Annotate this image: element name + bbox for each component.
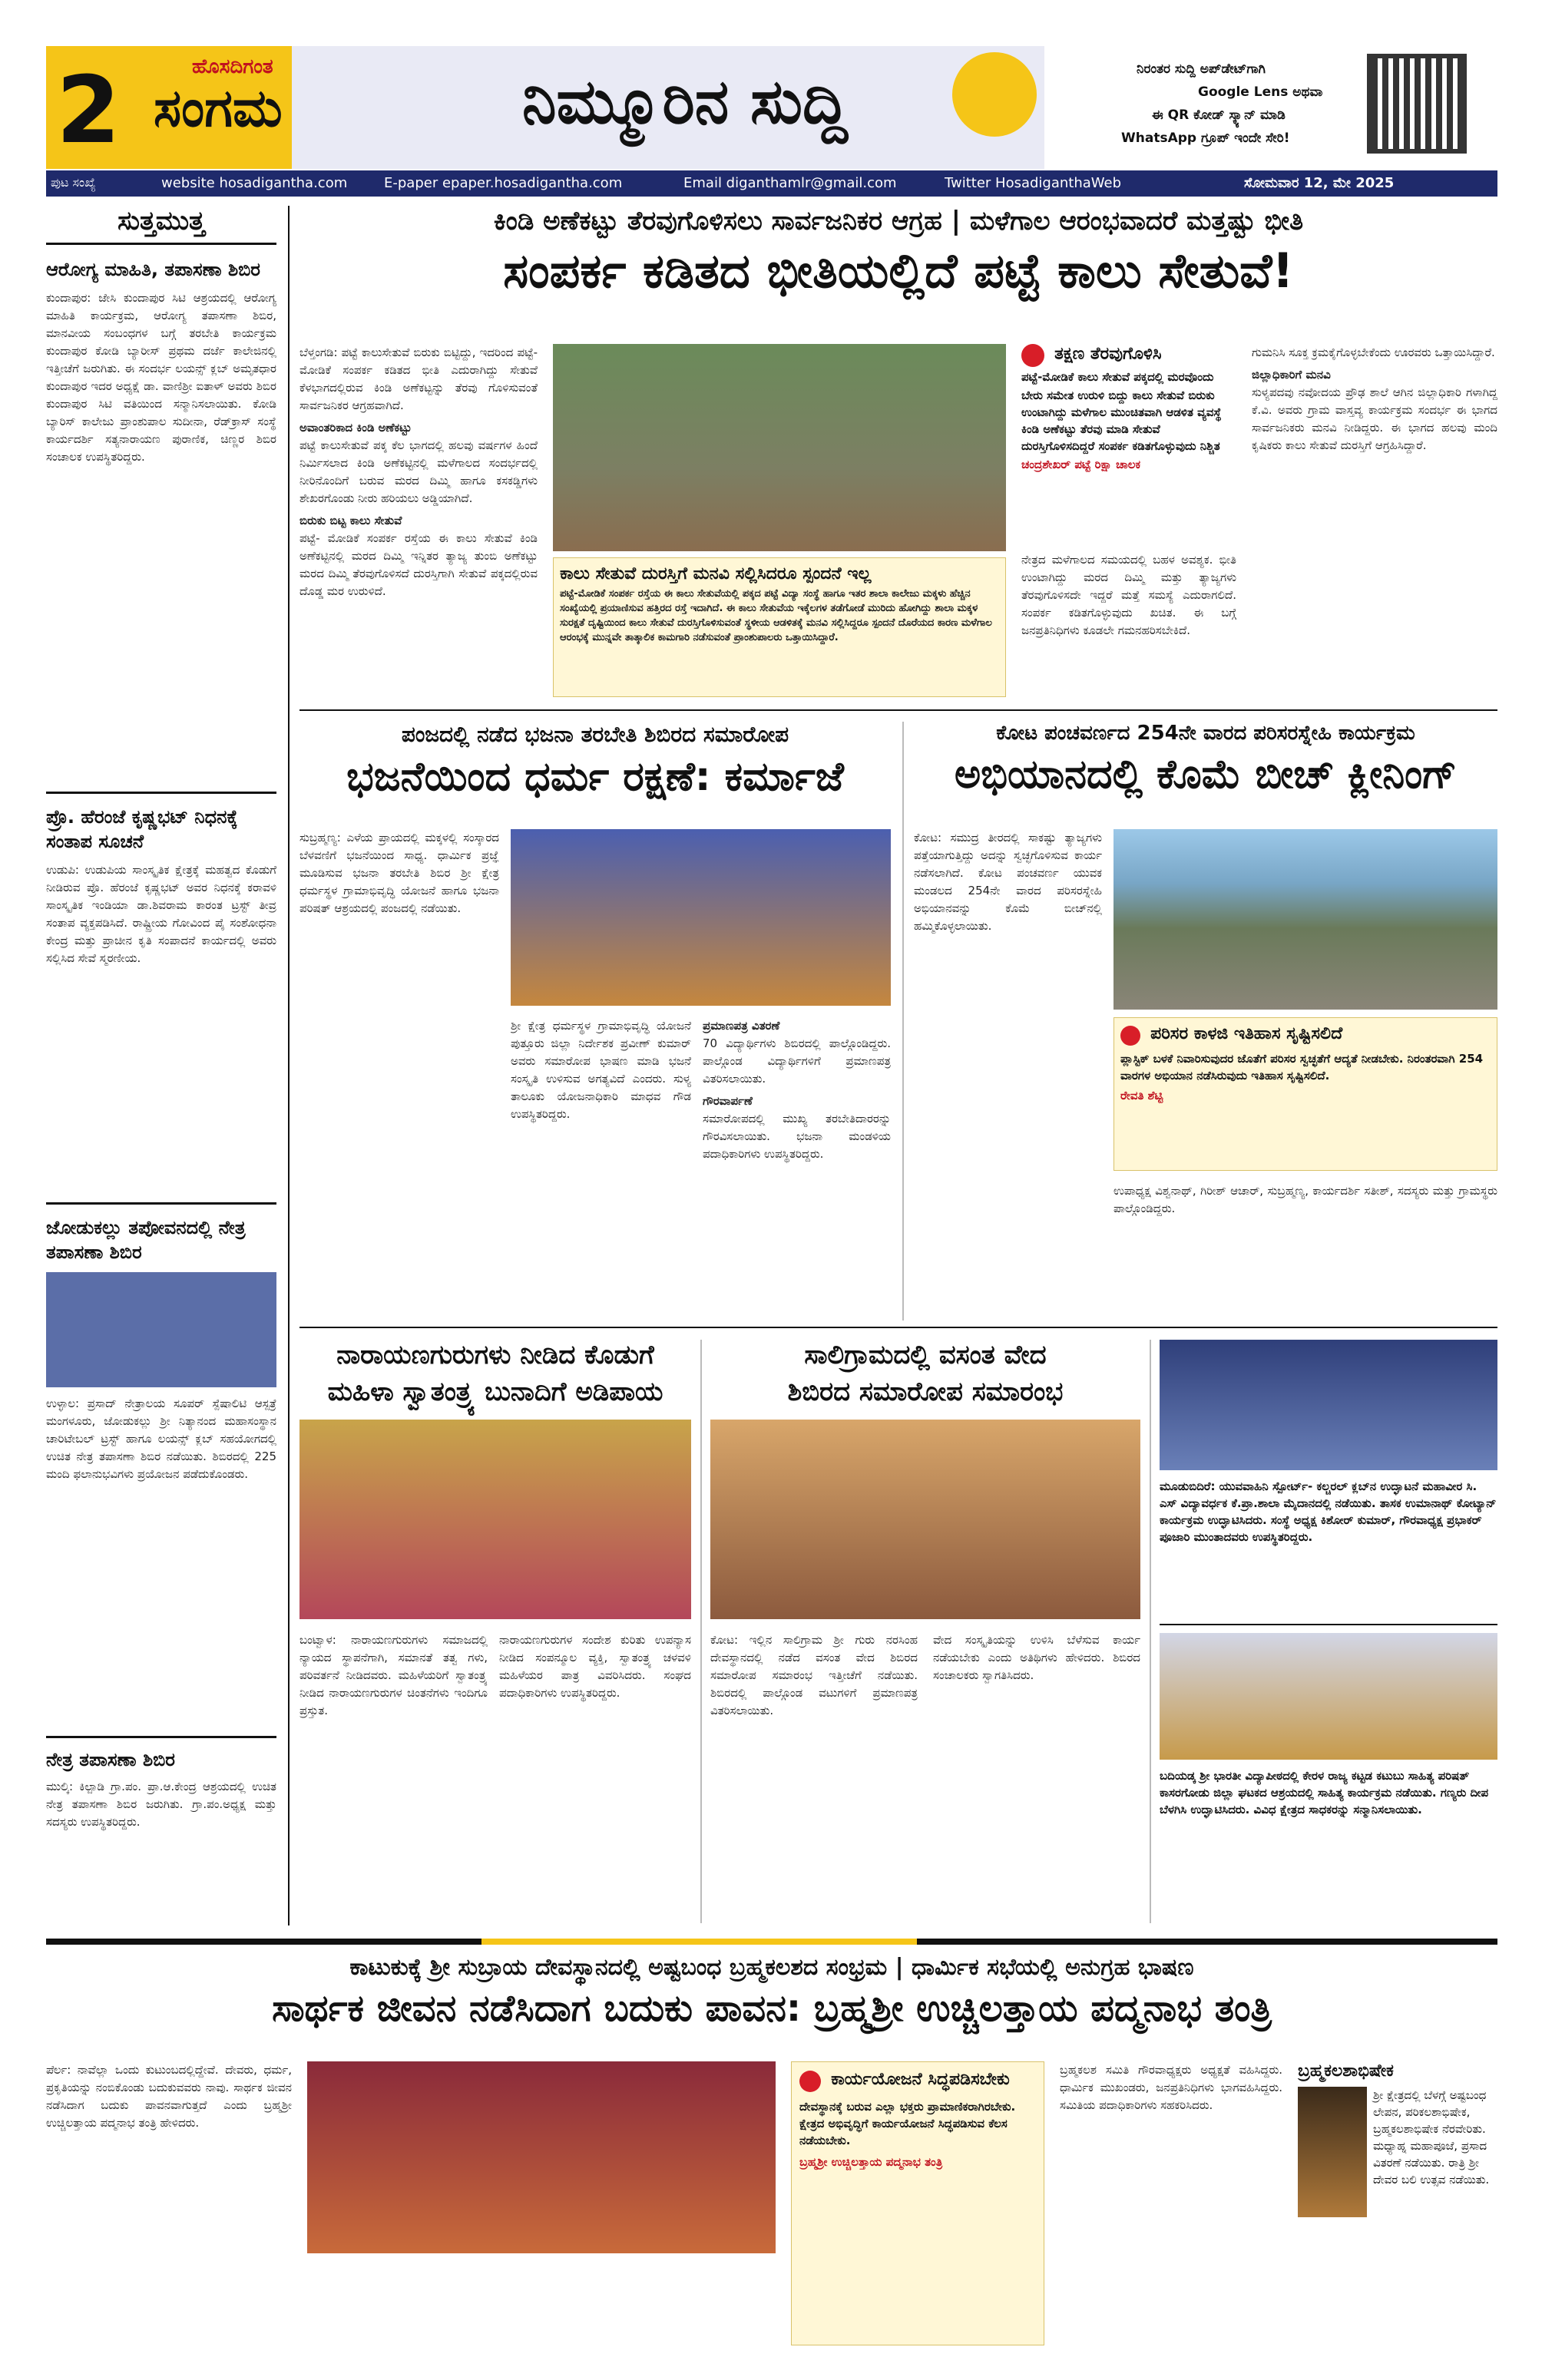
masthead xyxy=(46,46,1497,191)
beach-quote-box xyxy=(1113,1017,1497,1171)
beach-photo xyxy=(1113,829,1497,1010)
eye-camp-photo xyxy=(46,1272,276,1387)
quote-author: ಚಂದ್ರಶೇಖರ್ ಪಟ್ಟೆ ರಿಕ್ಷಾ ಚಾಲಕ xyxy=(1021,458,1141,471)
epaper-link[interactable]: E-paper epaper.hosadigantha.com xyxy=(384,175,623,191)
qr-text-1: ನಿರಂತರ ಸುದ್ದಿ ಅಪ್‌ಡೇಟ್‌ಗಾಗಿ xyxy=(1137,61,1266,77)
left-story-3-title: ಜೋಡುಕಲ್ಲು ತಪೋವನದಲ್ಲಿ ನೇತ್ರ ತಪಾಸಣಾ ಶಿಬಿರ xyxy=(46,1217,246,1263)
bottom-quote-author: ಬ್ರಹ್ಮಶ್ರೀ ಉಚ್ಚಿಲತ್ತಾಯ ಪದ್ಮನಾಭ ತಂತ್ರಿ xyxy=(799,2154,943,2169)
bottom-body-1: ಪೆರ್ಲ: ನಾವೆಲ್ಲಾ ಒಂದು ಕುಟುಂಬದಲ್ಲಿದ್ದೇವೆ. ದೇವರು, ಧರ್ಮ, ಪ್ರಕೃತಿಯನ್ನು ನಂಬಿಕೊಂಡು ಬದುಕುವವರು ನಾವು. ಸಾರ್ಥಕ ಜೀವನ ನಡೆಸಿದಾಗ ಬದುಕು ಪಾವನವಾಗುತ್ತದೆ ಎಂದು ಬ್ರಹ್ಮಶ್ರೀ ಉಚ್ಚಿಲತ್ತಾಯ ಪದ್ಮನಾಭ ತಂತ್ರಿ ಹೇಳಿದರು. xyxy=(46,2063,292,2130)
quote-sub: ಪಟ್ಟೆ-ಮೋಡಿಕೆ ಕಾಲು ಸೇತುವೆ ಪಕ್ಕದಲ್ಲಿ ಮರವೊಂದು xyxy=(1021,370,1214,384)
divider xyxy=(46,1736,276,1738)
photo-caption-body: ಪಟ್ಟೆ-ಮೋಡಿಕೆ ಸಂಪರ್ಕ ರಸ್ತೆಯ ಈ ಕಾಲು ಸೇತುವೆಯಲ್ಲಿ ಪಕ್ಕದ ಪಟ್ಟೆ ವಿದ್ಯಾ ಸಂಸ್ಥೆ ಹಾಗೂ ಇತರ ಶಾಲಾ ಕಾಲೇಜು ಮಕ್ಕಳು ಹೆಚ್ಚಿನ ಸಂಖ್ಯೆಯಲ್ಲಿ ಪ್ರಯಾಣಿಸುವ ಹತ್ತಿರದ ರಸ್ತೆ ಇದಾಗಿದೆ. ಈ ಕಾಲು ಸೇತುವೆಯ ಇಕ್ಕೆಲಗಳ ತಡೆಗೋಡೆ ಮುರಿದು ಹೋಗಿದ್ದು ಶಾಲಾ ಮಕ್ಕಳ ಸುರಕ್ಷತೆ ದೃಷ್ಟಿಯಿಂದ ಕಾಲು ಸೇತುವೆ ದುರಸ್ತಿಗೊಳಿಸುವಂತೆ ಸ್ಥಳೀಯ ಆಡಳಿತಕ್ಕೆ ಮನವಿ ಸಲ್ಲಿಸಿದ್ದರೂ ಸ್ಪಂದನೆ ದೊರೆಯದ ಕಾರಣ ಮಳೆಗಾಲ ಆರಂಭಕ್ಕೆ ಮುನ್ನವೇ ತಾತ್ಕಾಲಿಕ ಕಾಮಗಾರಿ ನಡೆಸುವಂತೆ ಪ್ರಾಂಶುಪಾಲರು ಒತ್ತಾಯಿಸಿದ್ದಾರೆ. xyxy=(560,588,992,643)
website-link[interactable]: website hosadigantha.com xyxy=(161,175,348,191)
beach-body-1: ಕೋಟ: ಸಮುದ್ರ ತೀರದಲ್ಲಿ ಸಾಕಷ್ಟು ತ್ಯಾಜ್ಯಗಳು ಪತ್ತೆಯಾಗುತ್ತಿದ್ದು ಅದನ್ನು ಸ್ವಚ್ಛಗೊಳಿಸುವ ಕಾರ್ಯ ನಡೆಸಲಾಗಿದೆ. ಕೋಟ ಪಂಚವರ್ಣ ಯುವಕ ಮಂಡಲದ 254ನೇ ವಾರದ ಪರಿಸರಸ್ನೇಹಿ ಅಭಿಯಾನವನ್ನು ಕೊಮೆ ಬೀಚ್‌ನಲ್ಲಿ ಹಮ್ಮಿಕೊಳ್ಳಲಾಯಿತು. xyxy=(914,831,1102,933)
brief-2-photo xyxy=(1160,1633,1497,1760)
left-column xyxy=(46,206,276,1925)
bhajan-body-2: ಶ್ರೀ ಕ್ಷೇತ್ರ ಧರ್ಮಸ್ಥಳ ಗ್ರಾಮಾಭಿವೃದ್ಧಿ ಯೋಜನೆ ಪುತ್ತೂರು ಜಿಲ್ಲಾ ನಿರ್ದೇಶಕ ಪ್ರವೀಣ್ ಕುಮಾರ್ ಅವರು ಸಮಾರೋಪ ಭಾಷಣ ಮಾಡಿ ಭಜನೆ ಸಂಸ್ಕೃತಿ ಉಳಿಸುವ ಅಗತ್ಯವಿದೆ ಎಂದರು. ಸುಳ್ಯ ತಾಲೂಕು ಯೋಜನಾಧಿಕಾರಿ ಮಾಧವ ಗೌಡ ಉಪಸ್ಥಿತರಿದ್ದರು. xyxy=(511,1019,691,1121)
divider xyxy=(46,792,276,794)
lead-sub-3: ಜಿಲ್ಲಾಧಿಕಾರಿಗೆ ಮನವಿ xyxy=(1252,368,1331,382)
masthead-circle xyxy=(952,52,1037,137)
bhajan-kicker: ಪಂಜದಲ್ಲಿ ನಡೆದ ಭಜನಾ ತರಬೇತಿ ಶಿಬಿರದ ಸಮಾರೋಪ xyxy=(401,722,789,747)
bottom-side-body: ಶ್ರೀ ಕ್ಷೇತ್ರದಲ್ಲಿ ಬೆಳಗ್ಗೆ ಅಷ್ಟಬಂಧ ಲೇಪನ, ಪರಿಕಲಶಾಭಿಷೇಕ, ಬ್ರಹ್ಮಕಲಶಾಭಿಷೇಕ ನೆರವೇರಿತು. ಮಧ್ಯಾಹ್ನ ಮಹಾಪೂಜೆ, ಪ್ರಸಾದ ವಿತರಣೆ ನಡೆಯಿತು. ರಾತ್ರಿ ಶ್ರೀ ದೇವರ ಬಲಿ ಉತ್ಸವ ನಡೆಯಿತು. xyxy=(1373,2088,1490,2187)
lead-story xyxy=(299,206,1497,705)
lead-headline: ಸಂಪರ್ಕ ಕಡಿತದ ಭೀತಿಯಲ್ಲಿದೆ ಪಟ್ಟೆ ಕಾಲು ಸೇತುವೆ! xyxy=(503,243,1294,299)
bottom-quote-title: ಕಾರ್ಯಯೋಜನೆ ಸಿದ್ಧಪಡಿಸಬೇಕು xyxy=(831,2070,1010,2089)
lead-bottom-rule xyxy=(299,709,1497,711)
quote-box xyxy=(1021,344,1236,544)
lead-body-1: ಬೆಳ್ತಂಗಡಿ: ಪಟ್ಟೆ ಕಾಲುಸೇತುವೆ ಬಿರುಕು ಬಿಟ್ಟಿದ್ದು, ಇದರಿಂದ ಪಟ್ಟೆ- ಮೋಡಿಕೆ ಸಂಪರ್ಕ ಕಡಿತದ ಭೀತಿ ಎದುರಾಗಿದ್ದು ಸೇತುವೆ ಕೆಳಭಾಗದಲ್ಲಿರುವ ಕಿಂಡಿ ಅಣೆಕಟ್ಟನ್ನು ತೆರವು ಗೊಳಿಸುವಂತೆ ಸಾರ್ವಜನಿಕರ ಆಗ್ರಹವಾಗಿದೆ. ಅವಾಂತರಿಕಾದ ಕಿಂಡಿ ಅಣೆಕಟ್ಟು ಪಟ್ಟೆ ಕಾಲುಸೇತುವೆ ಪಕ್ಕ ಕೆಲ ಭಾಗದಲ್ಲಿ ಹಲವು ವರ್ಷಗಳ ಹಿಂದೆ ನಿರ್ಮಿಸಲಾದ ಕಿಂಡಿ ಅಣೆಕಟ್ಟಿನಲ್ಲಿ ಮಳೆಗಾಲದ ಸಂದರ್ಭದಲ್ಲಿ ನೀರಿನೊಂದಿಗೆ ಬರುವ ಮರದ ದಿಮ್ಮಿ ಹಾಗೂ ಕಸಕಡ್ಡಿಗಳು ಶೇಖರಗೊಂಡು ನೀರು ಹರಿಯಲು ಅಡ್ಡಿಯಾಗಿದೆ. ಬಿರುಕು ಬಿಟ್ಟ ಕಾಲು ಸೇತುವೆ ಪಟ್ಟೆ- ಮೋಡಿಕೆ ಸಂಪರ್ಕ ರಸ್ತೆಯ ಈ ಕಾಲು ಸೇತುವೆ ಕಿಂಡಿ ಅಣೆಕಟ್ಟಿನಲ್ಲಿ ಮರದ ದಿಮ್ಮಿ ಇನ್ನಿತರ ತ್ಯಾಜ್ಯ ತುಂಬಿ ಅಣೆಕಟ್ಟು ಮರದ ದಿಮ್ಮಿ ತೆರವುಗೊಳಿಸದೆ ದುರಸ್ತಿಗಾಗಿ ಸೇತುವೆ ಪಕ್ಕದಲ್ಲಿರುವ ದೊಡ್ಡ ಮರ ಉರುಳಿದೆ. xyxy=(299,345,538,598)
left-story-1-body: ಕುಂದಾಪುರ: ಜೇಸಿ ಕುಂದಾಪುರ ಸಿಟಿ ಆಶ್ರಯದಲ್ಲಿ ಆರೋಗ್ಯ ಮಾಹಿತಿ ಕಾರ್ಯಕ್ರಮ, ಆರೋಗ್ಯ ತಪಾಸಣಾ ಶಿಬಿರ, ಮಾನವೀಯ ಸಂಬಂಧಗಳ ಬಗ್ಗೆ ತರಬೇತಿ ಕಾರ್ಯಕ್ರಮ ಕುಂದಾಪುರ ಕೋಡಿ ಬ್ಯಾರೀಸ್ ಪ್ರಥಮ ದರ್ಜೆ ಕಾಲೇಜಿನಲ್ಲಿ ಇತ್ತೀಚೆಗೆ ಜರುಗಿತು. ಈ ಸಂದರ್ಭ ಲಯನ್ಸ್ ಕ್ಲಬ್ ಅಮೃತಧಾರ ಕುಂದಾಪುರ ಇದರ ಅಧ್ಯಕ್ಷೆ ಡಾ. ವಾಣಿಶ್ರೀ ಐತಾಳ್ ಅವರು ಶಿಬಿರ ಕುಂದಾಪುರ ಸಿಟಿ ವತಿಯಿಂದ ಸನ್ಮಾನಿಸಲಾಯಿತು. ಕೋಡಿ ಬ್ಯಾರಿಸ್ ಕಾಲೇಜು ಪ್ರಾಂಶುಪಾಲ ಸುದೀನಾ, ರೆಡ್‌ಕ್ರಾಸ್ ಸಂಸ್ಥೆ ಕಾರ್ಯದರ್ಶಿ ಸತ್ಯನಾರಾಯಣ ಪುರಾಣಿಕ, ಚಿಣ್ಣರ ಶಿಬಿರ ಸಂಚಾಲಕ ಉಪಸ್ಥಿತರಿದ್ದರು. xyxy=(46,291,276,464)
qr-text-3: ಈ QR ಕೋಡ್ ಸ್ಕ್ಯಾನ್ ಮಾಡಿ xyxy=(1152,107,1286,123)
bridge-photo xyxy=(553,344,1006,551)
quote-icon xyxy=(1021,344,1044,367)
email-link[interactable]: Email diganthamlr@gmail.com xyxy=(683,175,897,191)
bhajan-body-1: ಸುಬ್ರಹ್ಮಣ್ಯ: ಎಳೆಯ ಪ್ರಾಯದಲ್ಲಿ ಮಕ್ಕಳಲ್ಲಿ ಸಂಸ್ಕಾರದ ಬೆಳವಣಿಗೆ ಭಜನೆಯಿಂದ ಸಾಧ್ಯ. ಧಾರ್ಮಿಕ ಪ್ರಜ್ಞೆ ಮೂಡಿಸುವ ಭಜನಾ ತರಬೇತಿ ಶಿಬಿರ ಶ್ರೀ ಕ್ಷೇತ್ರ ಧರ್ಮಸ್ಥಳ ಗ್ರಾಮಾಭಿವೃದ್ಧಿ ಯೋಜನೆ ಹಾಗೂ ಭಜನಾ ಪರಿಷತ್ ಆಶ್ರಯದಲ್ಲಿ ಪಂಜದಲ್ಲಿ ನಡೆಯಿತು. xyxy=(299,831,499,915)
left-story-4-body: ಮುಲ್ಕಿ: ಕಿಲ್ಪಾಡಿ ಗ್ರಾ.ಪಂ. ಪ್ರಾ.ಆ.ಕೇಂದ್ರ ಆಶ್ರಯದಲ್ಲಿ ಉಚಿತ ನೇತ್ರ ತಪಾಸಣಾ ಶಿಬಿರ ಜರುಗಿತು. ಗ್ರಾ.ಪಂ.ಅಧ್ಯಕ್ಷ ಮತ್ತು ಸದಸ್ಯರು ಉಪಸ್ಥಿತರಿದ್ದರು. xyxy=(46,1780,276,1829)
masthead-title: ನಿಮ್ಮೂರಿನ ಸುದ್ದಿ xyxy=(522,66,848,137)
beach-story xyxy=(914,722,1497,1321)
photo-caption-box xyxy=(553,557,1006,697)
qr-text-4: WhatsApp ಗ್ರೂಪ್ ಇಂದೇ ಸೇರಿ! xyxy=(1121,131,1290,146)
bottom-headline: ಸಾರ್ಥಕ ಜೀವನ ನಡೆಸಿದಾಗ ಬದುಕು ಪಾವನ: ಬ್ರಹ್ಮಶ್ರೀ ಉಚ್ಚಿಲತ್ತಾಯ ಪದ್ಮನಾಭ ತಂತ್ರಿ xyxy=(272,1987,1272,2030)
bottom-photo xyxy=(307,2061,776,2253)
beach-headline: ಅಭಿಯಾನದಲ್ಲಿ ಕೊಮೆ ಬೀಚ್ ಕ್ಲೀನಿಂಗ್ xyxy=(954,752,1458,798)
quote-title: ತಕ್ಷಣ ತೆರವುಗೊಳಿಸಿ xyxy=(1054,344,1162,364)
left-story-1-title: ಆರೋಗ್ಯ ಮಾಹಿತಿ, ತಪಾಸಣಾ ಶಿಬಿರ xyxy=(46,259,260,280)
beach-kicker: ಕೋಟ ಪಂಚವರ್ಣದ 254ನೇ ವಾರದ ಪರಿಸರಸ್ನೇಹಿ ಕಾರ್ಯಕ್ರಮ xyxy=(996,722,1415,745)
section-separator xyxy=(46,1939,1497,1945)
masthead-page-number: 2 xyxy=(56,58,121,164)
bhajan-story xyxy=(299,722,891,1321)
photo-caption-title: ಕಾಲು ಸೇತುವೆ ದುರಸ್ತಿಗೆ ಮನವಿ ಸಲ್ಲಿಸಿದರೂ ಸ್ಪಂದನೆ ಇಲ್ಲ xyxy=(560,564,872,583)
narayana-body-2: ನಾರಾಯಣಗುರುಗಳ ಸಂದೇಶ ಕುರಿತು ಉಪನ್ಯಾಸ ನೀಡಿದ ಸಂಪನ್ಮೂಲ ವ್ಯಕ್ತಿ, ಸ್ವಾತಂತ್ರ್ಯ ಚಳವಳಿ ಮಹಿಳೆಯರ ಪಾತ್ರ ವಿವರಿಸಿದರು. ಸಂಘದ ಪದಾಧಿಕಾರಿಗಳು ಉಪಸ್ಥಿತರಿದ್ದರು. xyxy=(499,1633,691,1700)
bottom-side xyxy=(1298,2061,1497,2345)
bhajan-photo xyxy=(511,829,891,1006)
saligrama-headline-2: ಶಿಬಿರದ ಸಮಾರೋಪ ಸಮಾರಂಭ xyxy=(787,1377,1064,1407)
bhajan-sub-2: ಗೌರವಾರ್ಪಣೆ xyxy=(703,1094,753,1108)
bhajan-body-3: ಪ್ರಮಾಣಪತ್ರ ವಿತರಣೆ 70 ವಿದ್ಯಾರ್ಥಿಗಳು ಶಿಬಿರದಲ್ಲಿ ಪಾಲ್ಗೊಂಡಿದ್ದರು. ಪಾಲ್ಗೊಂಡ ವಿದ್ಯಾರ್ಥಿಗಳಿಗೆ ಪ್ರಮಾಣಪತ್ರ ವಿತರಿಸಲಾಯಿತು. ಗೌರವಾರ್ಪಣೆ ಸಮಾರೋಪದಲ್ಲಿ ಮುಖ್ಯ ತರಬೇತಿದಾರರನ್ನು ಗೌರವಿಸಲಾಯಿತು. ಭಜನಾ ಮಂಡಳಿಯ ಪದಾಧಿಕಾರಿಗಳು ಉಪಸ್ಥಿತರಿದ್ದರು. xyxy=(703,1019,891,1161)
beach-quote-author: ರೇವತಿ ಶೆಟ್ಟಿ xyxy=(1120,1088,1163,1102)
brand-small: ಹೊಸದಿಗಂತ xyxy=(192,55,273,78)
lead-sub-1: ಅವಾಂತರಿಕಾದ ಕಿಂಡಿ ಅಣೆಕಟ್ಟು xyxy=(299,421,412,435)
qr-code-icon[interactable] xyxy=(1367,54,1467,154)
brand-big: ಸಂಗಮ xyxy=(154,78,283,139)
left-column-rule xyxy=(288,206,290,1925)
lead-kicker: ಕಿಂಡಿ ಅಣೆಕಟ್ಟು ತೆರವುಗೊಳಿಸಲು ಸಾರ್ವಜನಿಕರ ಆಗ್ರಹ | ಮಳೆಗಾಲ ಆರಂಭವಾದರೆ ಮತ್ತಷ್ಟು ಭೀತಿ xyxy=(493,206,1304,236)
narayana-headline-2: ಮಹಿಳಾ ಸ್ವಾತಂತ್ರ್ಯ ಬುನಾದಿಗೆ ಅಡಿಪಾಯ xyxy=(327,1377,663,1407)
section-label: ಸುತ್ತಮುತ್ತ xyxy=(46,206,276,245)
narayana-photo xyxy=(299,1420,691,1619)
page-label: ಪುಟ ಸಂಖ್ಯೆ xyxy=(51,175,96,190)
narayana-rule xyxy=(700,1340,702,1923)
bottom-kicker: ಕಾಟುಕುಕ್ಕೆ ಶ್ರೀ ಸುಬ್ರಾಯ ದೇವಸ್ಥಾನದಲ್ಲಿ ಅಷ್ಟಬಂಧ ಬ್ರಹ್ಮಕಲಶದ ಸಂಭ್ರಮ | ಧಾರ್ಮಿಕ ಸಭೆಯಲ್ಲಿ ಅನುಗ್ರಹ ಭಾಷಣ xyxy=(349,1954,1194,1981)
bottom-quote-box xyxy=(791,2061,1044,2345)
narayana-body-1: ಬಂಟ್ವಾಳ: ನಾರಾಯಣಗುರುಗಳು ಸಮಾಜದಲ್ಲಿ ನ್ಯಾಯದ ಸ್ಥಾಪನೆಗಾಗಿ, ಸಮಾನತೆ ತತ್ವ ಗಳು, ಪರಿವರ್ತನೆ ನೀಡಿದವರು. ಮಹಿಳೆಯರಿಗೆ ಸ್ವಾತಂತ್ರ್ಯ ನೀಡಿದ ನಾರಾಯಣಗುರುಗಳ ಚಿಂತನೆಗಳು ಇಂದಿಗೂ ಪ್ರಸ್ತುತ. xyxy=(299,1633,488,1717)
date-label: ಸೋಮವಾರ 12, ಮೇ 2025 xyxy=(1244,175,1395,191)
beach-body-2: ಉಪಾಧ್ಯಕ್ಷ ವಿಶ್ವನಾಥ್, ಗಿರೀಶ್ ಆಚಾರ್, ಸುಬ್ರಹ್ಮಣ್ಯ, ಕಾರ್ಯದರ್ಶಿ ಸತೀಶ್, ಸದಸ್ಯರು ಮತ್ತು ಗ್ರಾಮಸ್ಥರು ಪಾಲ್ಗೊಂಡಿದ್ದರು. xyxy=(1113,1184,1497,1215)
divider xyxy=(1160,1624,1497,1625)
twitter-link[interactable]: Twitter HosadiganthaWeb xyxy=(945,175,1122,191)
bottom-side-title: ಬ್ರಹ್ಮಕಲಶಾಭಿಷೇಕ xyxy=(1298,2061,1394,2081)
bottom-quote-body: ದೇವಸ್ಥಾನಕ್ಕೆ ಬರುವ ಎಲ್ಲಾ ಭಕ್ತರು ಪ್ರಾಮಾಣಿಕರಾಗಿರಬೇಕು. ಕ್ಷೇತ್ರದ ಅಭಿವೃದ್ಧಿಗೆ ಕಾರ್ಯಯೋಜನೆ ಸಿದ್ಧಪಡಿಸುವ ಕೆಲಸ ನಡೆಯಬೇಕು. xyxy=(799,2099,1016,2147)
right-briefs xyxy=(1160,1340,1497,1923)
bottom-body-2: ಬ್ರಹ್ಮಕಲಶ ಸಮಿತಿ ಗೌರವಾಧ್ಯಕ್ಷರು ಅಧ್ಯಕ್ಷತೆ ವಹಿಸಿದ್ದರು. ಧಾರ್ಮಿಕ ಮುಖಂಡರು, ಜನಪ್ರತಿನಿಧಿಗಳು ಭಾಗವಹಿಸಿದ್ದರು. ಸಮಿತಿಯ ಪದಾಧಿಕಾರಿಗಳು ಸಹಕರಿಸಿದರು. xyxy=(1060,2063,1282,2112)
narayana-headline-1: ನಾರಾಯಣಗುರುಗಳು ನೀಡಿದ ಕೊಡುಗೆ xyxy=(336,1340,654,1370)
beach-quote-title: ಪರಿಸರ ಕಾಳಜಿ ಇತಿಹಾಸ ಸೃಷ್ಟಿಸಲಿದೆ xyxy=(1150,1024,1343,1043)
qr-text-2: Google Lens ಅಥವಾ xyxy=(1198,84,1323,100)
bottom-body-1b xyxy=(307,2261,776,2345)
saligrama-body-1: ಕೋಟ: ಇಲ್ಲಿನ ಸಾಲಿಗ್ರಾಮ ಶ್ರೀ ಗುರು ನರಸಿಂಹ ದೇವಸ್ಥಾನದಲ್ಲಿ ನಡೆದ ವಸಂತ ವೇದ ಶಿಬಿರದ ಸಮಾರೋಪ ಸಮಾರಂಭ ಇತ್ತೀಚೆಗೆ ನಡೆಯಿತು. ಶಿಬಿರದಲ್ಲಿ ಪಾಲ್ಗೊಂಡ ವಟುಗಳಿಗೆ ಪ್ರಮಾಣಪತ್ರ ವಿತರಿಸಲಾಯಿತು. xyxy=(710,1633,918,1717)
brief-1-photo xyxy=(1160,1340,1497,1470)
left-story-2-title: ಪ್ರೊ. ಹೆರಂಜೆ ಕೃಷ್ಣಭಟ್ ನಿಧನಕ್ಕೆ ಸಂತಾಪ ಸೂಚನೆ xyxy=(46,806,238,852)
narayana-story xyxy=(299,1340,691,1923)
bhajan-headline: ಭಜನೆಯಿಂದ ಧರ್ಮ ರಕ್ಷಣೆ: ಕರ್ಮಾಜೆ xyxy=(346,754,844,800)
saligrama-headline-1: ಸಾಲಿಗ್ರಾಮದಲ್ಲಿ ವಸಂತ ವೇದ xyxy=(804,1340,1047,1370)
saligrama-rule xyxy=(1150,1340,1151,1923)
mid-bottom-rule xyxy=(299,1327,1497,1328)
lead-body-6: ನೇತ್ರದ ಮಳೆಗಾಲದ ಸಮಯದಲ್ಲಿ ಬಹಳ ಅವಶ್ಯಕ. ಭೀತಿ ಉಂಟಾಗಿದ್ದು ಮರದ ದಿಮ್ಮಿ ಮತ್ತು ತ್ಯಾಜ್ಯಗಳು ತೆರವುಗೊಳಿಸದೇ ಇದ್ದರೆ ಮತ್ತೆ ಸಮಸ್ಯೆ ಎದುರಾಗಲಿದೆ. ಸಂಪರ್ಕ ಕಡಿತಗೊಳ್ಳುವುದು ಖಚಿತ. ಈ ಬಗ್ಗೆ ಜನಪ್ರತಿನಿಧಿಗಳು ಕೂಡಲೇ ಗಮನಹರಿಸಬೇಕಿದೆ. xyxy=(1021,553,1236,637)
left-story-4-title: ನೇತ್ರ ತಪಾಸಣಾ ಶಿಬಿರ xyxy=(46,1749,175,1770)
brief-2-body: ಬದಿಯಡ್ಕ ಶ್ರೀ ಭಾರತೀ ವಿದ್ಯಾಪೀಠದಲ್ಲಿ ಕೇರಳ ರಾಜ್ಯ ಕಟ್ಟಡ ಕಟುಬು ಸಾಹಿತ್ಯ ಪರಿಷತ್ ಕಾಸರಗೋಡು ಜಿಲ್ಲಾ ಘಟಕದ ಆಶ್ರಯದಲ್ಲಿ ಸಾಹಿತ್ಯ ಕಾರ್ಯಕ್ರಮ ನಡೆಯಿತು. ಗಣ್ಯರು ದೀಪ ಬೆಳಗಿಸಿ ಉದ್ಘಾಟಿಸಿದರು. ವಿವಿಧ ಕ್ಷೇತ್ರದ ಸಾಧಕರನ್ನು ಸನ್ಮಾನಿಸಲಾಯಿತು. xyxy=(1160,1769,1489,1816)
lead-sub-2: ಬಿರುಕು ಬಿಟ್ಟ ಕಾಲು ಸೇತುವೆ xyxy=(299,514,402,527)
saligrama-story xyxy=(710,1340,1140,1923)
saligrama-body-2: ವೇದ ಸಂಸ್ಕೃತಿಯನ್ನು ಉಳಿಸಿ ಬೆಳೆಸುವ ಕಾರ್ಯ ನಡೆಯಬೇಕು ಎಂದು ಅತಿಥಿಗಳು ಹೇಳಿದರು. ಶಿಬಿರದ ಸಂಚಾಲಕರು ಸ್ವಾಗತಿಸಿದರು. xyxy=(933,1633,1140,1682)
quote-body: ಬೇರು ಸಮೇತ ಉರುಳಿ ಬಿದ್ದು ಕಾಲು ಸೇತುವೆ ಬಿರುಕು ಉಂಟಾಗಿದ್ದು ಮಳೆಗಾಲ ಮುಂಚಿತವಾಗಿ ಆಡಳಿತ ವ್ಯವಸ್ಥೆ ಕಿಂಡಿ ಅಣೆಕಟ್ಟು ತೆರವು ಮಾಡಿ ಸೇತುವೆ ದುರಸ್ತಿಗೊಳಿಸದಿದ್ದರೆ ಸಂಪರ್ಕ ಕಡಿತಗೊಳ್ಳುವುದು ನಿಶ್ಚಿತ xyxy=(1021,388,1222,453)
bottom-quote-icon xyxy=(799,2071,821,2092)
left-story-3-body: ಉಳ್ಳಾಲ: ಪ್ರಸಾದ್ ನೇತ್ರಾಲಯ ಸೂಪರ್ ಸ್ಪೆಷಾಲಿಟಿ ಆಸ್ಪತ್ರೆ ಮಂಗಳೂರು, ಜೋಡುಕಲ್ಲು ಶ್ರೀ ನಿತ್ಯಾನಂದ ಮಹಾಸಂಸ್ಥಾನ ಚಾರಿಟೇಬಲ್ ಟ್ರಸ್ಟ್ ಹಾಗೂ ಲಯನ್ಸ್ ಕ್ಲಬ್ ಸಹಯೋಗದಲ್ಲಿ ಉಚಿತ ನೇತ್ರ ತಪಾಸಣಾ ಶಿಬಿರ ನಡೆಯಿತು. ಶಿಬಿರದಲ್ಲಿ 225 ಮಂದಿ ಫಲಾನುಭವಿಗಳು ಪ್ರಯೋಜನ ಪಡೆದುಕೊಂಡರು. xyxy=(46,1397,276,1481)
bottom-story xyxy=(46,1954,1497,2353)
lead-body-right: ಗುಮನಿಸಿ ಸೂಕ್ತ ಕ್ರಮಕೈಗೊಳ್ಳಬೇಕೆಂದು ಊರವರು ಒತ್ತಾಯಿಸಿದ್ದಾರೆ. ಜಿಲ್ಲಾಧಿಕಾರಿಗೆ ಮನವಿ ಸುಳ್ಯಪದವು ನವೋದಯ ಪ್ರೌಢ ಶಾಲೆ ಆಗಿನ ಜಿಲ್ಲಾಧಿಕಾರಿ ಗಳಾಗಿದ್ದ ಕೆ.ವಿ. ಅವರು ಗ್ರಾಮ ವಾಸ್ತವ್ಯ ಕಾರ್ಯಕ್ರಮ ಸಂದರ್ಭ ಈ ಭಾಗದ ಸಾರ್ವಜನಿಕರು ಮನವಿ ನೀಡಿದ್ದರು. ಈ ಭಾಗದ ಹಲವು ಮಂದಿ ಕೃಷಿಕರು ಕಾಲು ಸೇತುವೆ ದುರಸ್ತಿಗೆ ಆಗ್ರಹಿಸಿದ್ದಾರೆ. xyxy=(1252,345,1497,452)
bottom-side-photo xyxy=(1298,2087,1367,2217)
divider xyxy=(46,1202,276,1205)
beach-quote-body: ಪ್ಲಾಸ್ಟಿಕ್ ಬಳಕೆ ನಿವಾರಿಸುವುದರ ಜೊತೆಗೆ ಪರಿಸರ ಸ್ವಚ್ಛತೆಗೆ ಆದ್ಯತೆ ನೀಡಬೇಕು. ನಿರಂತರವಾಗಿ 254 ವಾರಗಳ ಅಭಿಯಾನ ನಡೆಸಿರುವುದು ಇತಿಹಾಸ ಸೃಷ್ಟಿಸಲಿದೆ. xyxy=(1120,1051,1484,1083)
middle-rule xyxy=(902,722,904,1321)
left-story-2-body: ಉಡುಪಿ: ಉಡುಪಿಯ ಸಾಂಸ್ಕೃತಿಕ ಕ್ಷೇತ್ರಕ್ಕೆ ಮಹತ್ವದ ಕೊಡುಗೆ ನೀಡಿರುವ ಪ್ರೊ. ಹೆರಂಜೆ ಕೃಷ್ಣಭಟ್ ಅವರ ನಿಧನಕ್ಕೆ ಕರಾವಳಿ ಸಾಂಸ್ಕೃತಿಕ ಇಂಡಿಯಾ ಡಾ.ಶಿವರಾಮ ಕಾರಂತ ಟ್ರಸ್ಟ್ ತೀವ್ರ ಸಂತಾಪ ವ್ಯಕ್ತಪಡಿಸಿದೆ. ರಾಷ್ಟ್ರೀಯ ಗೋವಿಂದ ಪೈ ಸಂಶೋಧನಾ ಕೇಂದ್ರ ಮತ್ತು ಪ್ರಾಚೀನ ಕೃತಿ ಸಂಪಾದನೆ ಕಾರ್ಯದಲ್ಲಿ ಅವರು ಸಲ್ಲಿಸಿದ ಸೇವೆ ಸ್ಮರಣೀಯ. xyxy=(46,863,276,965)
beach-quote-icon xyxy=(1120,1026,1140,1046)
bhajan-sub-1: ಪ್ರಮಾಣಪತ್ರ ವಿತರಣೆ xyxy=(703,1019,780,1033)
brief-1-body: ಮೂಡುಬಿದಿರೆ: ಯುವವಾಹಿನಿ ಸ್ಪೋರ್ಟ್- ಕಲ್ಚರಲ್ ಕ್ಲಬ್‌ನ ಉದ್ಘಾಟನೆ ಮಹಾವೀರ ಸಿ. ಎಸ್ ವಿದ್ಯಾವರ್ಧಕ ಕೆ.ಪ್ರಾ.ಶಾಲಾ ಮೈದಾನದಲ್ಲಿ ನಡೆಯಿತು. ತಾಸಕ ಉಮಾನಾಥ್ ಕೋಟ್ಯಾನ್ ಕಾರ್ಯಕ್ರಮ ಉದ್ಘಾಟಿಸಿದರು. ಸಂಸ್ಥೆ ಅಧ್ಯಕ್ಷ ಕಿಶೋರ್ ಕುಮಾರ್, ಗೌರವಾಧ್ಯಕ್ಷ ಪ್ರಭಾಕರ್ ಪೂಜಾರಿ ಮುಂತಾದವರು ಉಪಸ್ಥಿತರಿದ್ದರು. xyxy=(1160,1479,1497,1544)
saligrama-photo xyxy=(710,1420,1140,1619)
